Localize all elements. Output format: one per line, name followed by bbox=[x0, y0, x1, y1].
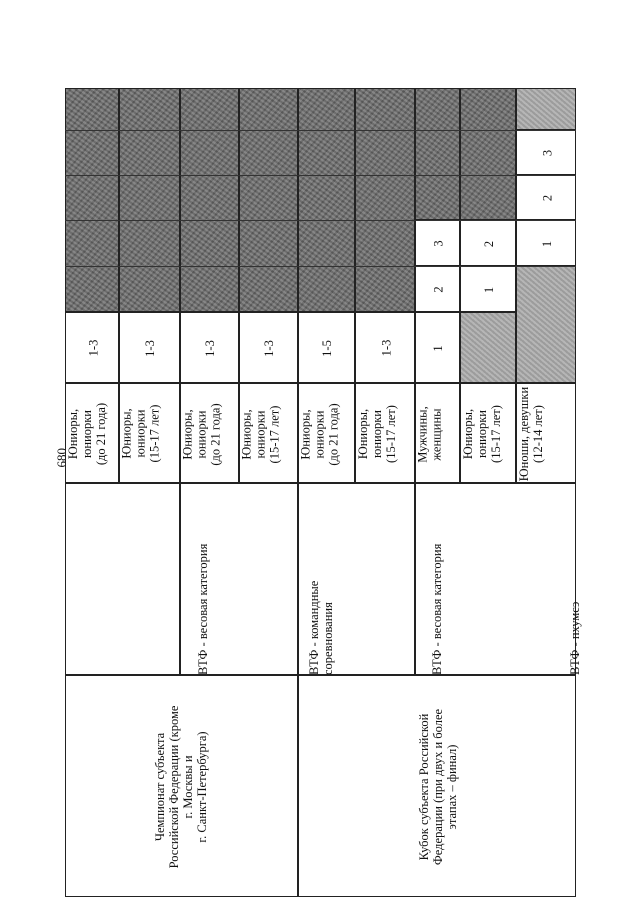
group-label: Мужчины, женщины bbox=[415, 406, 444, 463]
competition-cup: Кубок субъекта Российской Федерации (при двух и более этапах – финал) bbox=[417, 708, 459, 866]
column-divider bbox=[65, 130, 576, 131]
places-cell bbox=[119, 312, 180, 383]
group-label: Юниоры, юниорки (до 21 года) bbox=[180, 403, 223, 466]
shaded-cell bbox=[516, 266, 576, 383]
places-cell bbox=[65, 312, 119, 383]
places-value: 1-3 bbox=[379, 339, 394, 357]
group-cell bbox=[239, 383, 298, 483]
places-value: 1 bbox=[482, 286, 496, 294]
group-cell bbox=[180, 383, 239, 483]
places-value: 1-3 bbox=[203, 340, 217, 357]
group-cell bbox=[298, 383, 355, 483]
group-label: Юниоры, юниорки (до 21 года) bbox=[298, 403, 341, 466]
competition-cup-cell bbox=[298, 675, 576, 897]
places-value: 1-3 bbox=[143, 340, 157, 357]
places-value: 2 bbox=[431, 286, 446, 293]
places-value: 1-3 bbox=[262, 340, 276, 357]
places-cell bbox=[298, 312, 355, 383]
places-cell bbox=[355, 312, 415, 383]
page-number: 680 bbox=[54, 448, 69, 468]
places-value: 2 bbox=[540, 194, 555, 202]
column-divider bbox=[65, 175, 576, 176]
places-cell bbox=[516, 130, 576, 175]
shaded-cell bbox=[415, 88, 460, 220]
places-cell bbox=[415, 266, 460, 312]
places-cell bbox=[180, 312, 239, 383]
competition-championship: Чемпионат субъекта Российской Федерации (кроме г. Москвы и г. Санкт-Петербурга) bbox=[153, 705, 209, 869]
group-cell bbox=[415, 383, 460, 483]
places-cell bbox=[460, 266, 516, 312]
places-value: 3 bbox=[540, 149, 555, 157]
group-cell bbox=[65, 383, 119, 483]
group-label: Юниоры, юниорки (15-17 лет) bbox=[239, 405, 282, 464]
group-cell bbox=[355, 383, 415, 483]
group-label: Юниоры, юниорки (15-17 лет) bbox=[461, 405, 503, 463]
places-value: 2 bbox=[482, 240, 496, 248]
discipline-pumse: ВТФ - пхумсэ bbox=[568, 601, 582, 675]
group-cell bbox=[516, 383, 576, 483]
group-label: Юниоры, юниорки (15-17 лет) bbox=[356, 405, 398, 463]
places-value: 1-3 bbox=[86, 339, 101, 357]
shaded-cell bbox=[298, 88, 355, 312]
shaded-cell bbox=[65, 88, 119, 312]
shaded-cell bbox=[460, 88, 516, 220]
shaded-cell bbox=[119, 88, 180, 312]
column-divider bbox=[65, 266, 576, 267]
shaded-cell bbox=[355, 88, 415, 312]
group-cell bbox=[119, 383, 180, 483]
shaded-cell bbox=[239, 88, 298, 312]
shaded-cell bbox=[460, 312, 516, 383]
competition-championship-cell bbox=[65, 675, 298, 897]
shaded-cell bbox=[516, 88, 576, 130]
group-label: Юниоры, юниорки (15-17 лет) bbox=[119, 404, 162, 463]
group-label: Юниоры, юниорки (до 21 года) bbox=[66, 402, 108, 466]
discipline-weight2: ВТФ - весовая категория bbox=[430, 543, 444, 675]
discipline-team: ВТФ - командные соревнования bbox=[307, 580, 335, 675]
group-label: Юноши, девушки (12-14 лет) bbox=[517, 386, 545, 482]
places-cell bbox=[516, 175, 576, 220]
places-value: 1-5 bbox=[320, 340, 334, 357]
places-value: 1 bbox=[540, 240, 554, 248]
shaded-cell bbox=[180, 88, 239, 312]
group-cell bbox=[460, 383, 516, 483]
column-divider bbox=[65, 220, 576, 221]
places-cell bbox=[239, 312, 298, 383]
places-cell bbox=[460, 220, 516, 266]
places-cell bbox=[415, 220, 460, 266]
places-cell bbox=[516, 220, 576, 266]
places-value: 3 bbox=[431, 240, 446, 247]
discipline-weight1: ВТФ - весовая категория bbox=[196, 543, 210, 675]
places-cell bbox=[415, 312, 460, 383]
places-value: 1 bbox=[431, 345, 445, 352]
